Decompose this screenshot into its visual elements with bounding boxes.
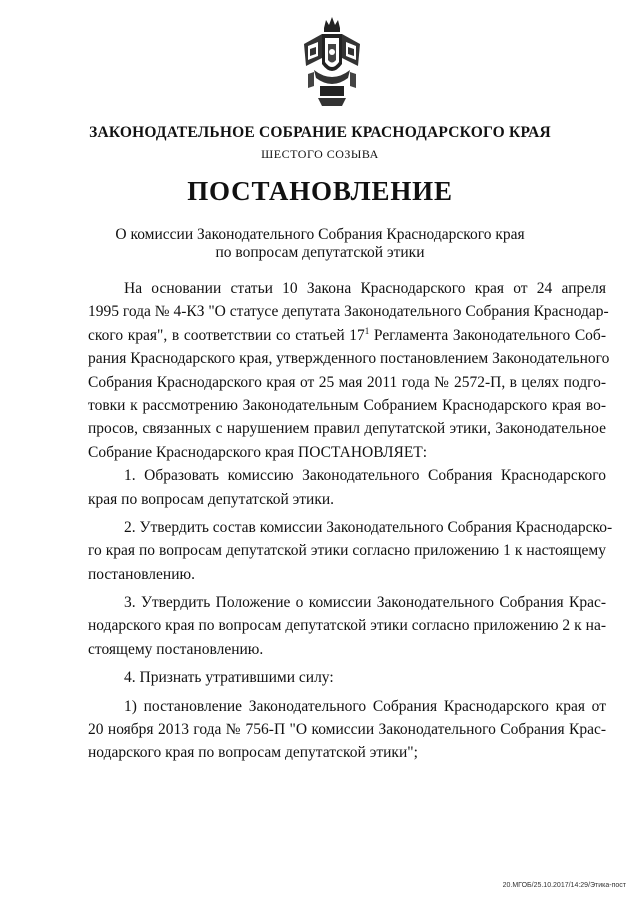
paragraph-line: На основании статьи 10 Закона Краснодарского края от 24 апреля	[124, 280, 606, 297]
paragraph-line: нодарского края по вопросам депутатской этики согласно приложению 2 к на-	[88, 617, 606, 635]
paragraph-line: просов, связанных с нарушением правил депутатской этики, Законодательное	[88, 420, 606, 438]
footer-stamp: 20.МГОБ/25.10.2017/14:29/Этика-пост	[502, 882, 626, 889]
paragraph-line: 3. Утвердить Положение о комиссии Законодательного Собрания Крас-	[124, 594, 606, 612]
paragraph-line: рания Краснодарского края, утвержденного постановлением Законодательного	[88, 350, 610, 368]
paragraph-line: Собрания Краснодарского края от 25 мая 2011 года № 2572-П, в целях подго-	[88, 373, 606, 391]
document-subject	[0, 226, 640, 262]
paragraph-line: края по вопросам депутатской этики.	[88, 490, 335, 508]
paragraph-line: Собрание Краснодарского края ПОСТАНОВЛЯЕТ:	[88, 443, 428, 461]
superscript: 1	[364, 325, 370, 336]
coat-of-arms-emblem	[300, 14, 364, 110]
paragraph-line: товки к рассмотрению Законодательным Собранием Краснодарского края во-	[88, 396, 606, 414]
subject-line: О комиссии Законодательного Собрания Краснодарского края	[115, 226, 525, 243]
paragraph-line: нодарского края по вопросам депутатской этики";	[88, 744, 418, 762]
paragraph-line: 20 ноября 2013 года № 756-П "О комиссии Законодательного Собрания Крас-	[88, 721, 606, 739]
organization-title: ЗАКОНОДАТЕЛЬНОЕ СОБРАНИЕ КРАСНОДАРСКОГО КРАЯ	[89, 124, 551, 141]
document-body	[88, 277, 613, 765]
paragraph-line: 2. Утвердить состав комиссии Законодательного Собрания Краснодарско-	[124, 518, 613, 536]
convocation-label: ШЕСТОГО СОЗЫВА	[261, 147, 379, 161]
paragraph-line: 1. Образовать комиссию Законодательного Собрания Краснодарского	[124, 467, 606, 485]
document-type-title: ПОСТАНОВЛЕНИЕ	[187, 176, 453, 206]
paragraph-line: стоящему постановлению.	[88, 640, 264, 658]
paragraph-line: 4. Признать утратившими силу:	[124, 669, 334, 687]
subject-line: по вопросам депутатской этики	[215, 244, 425, 261]
paragraph-line: 1995 года № 4-КЗ "О статусе депутата Законодательного Собрания Краснодар-	[88, 303, 609, 321]
paragraph-line: 1) постановление Законодательного Собрания Краснодарского края от	[124, 697, 606, 715]
paragraph-line: постановлению.	[88, 565, 195, 583]
paragraph-line: го края по вопросам депутатской этики согласно приложению 1 к настоящему	[88, 542, 606, 560]
paragraph-line: ского края", в соответствии со статьей $17^1$ Регламента Законодательного Соб-	[88, 325, 606, 344]
